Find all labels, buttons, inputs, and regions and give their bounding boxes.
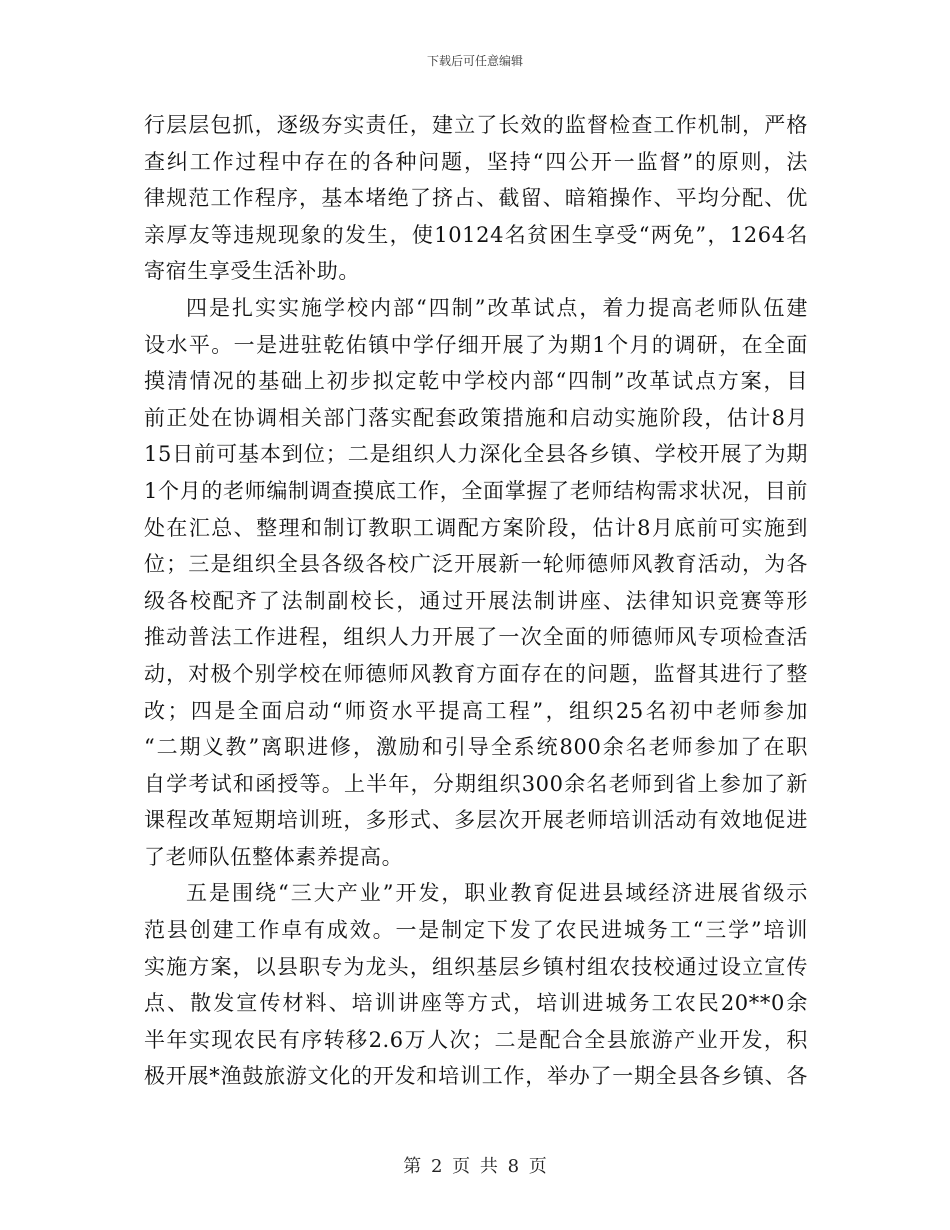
text-line: 前正处在协调相关部门落实配套政策措施和启动实施阶段，估计8月 [144, 405, 808, 430]
text-line: “二期义教”离职进修，激励和引导全系统800余名老师参加了在职 [144, 735, 808, 760]
text-line: 了老师队伍整体素养提高。 [144, 844, 404, 869]
page-header: 下载后可任意编辑 [426, 54, 523, 68]
text-line: 级各校配齐了法制副校长，通过开展法制讲座、法律知识竞赛等形 [144, 588, 808, 613]
text-line: 五是围绕“三大产业”开发，职业教育促进县域经济进展省级示 [186, 881, 808, 906]
text-line: 实施方案，以县职专为龙头，组织基层乡镇村组农技校通过设立宣传 [144, 954, 808, 979]
text-line: 极开展*渔鼓旅游文化的开发和培训工作，举办了一期全县各乡镇、各 [144, 1064, 808, 1089]
text-line: 处在汇总、整理和制订教职工调配方案阶段，估计8月底前可实施到 [144, 515, 808, 540]
text-line: 推动普法工作进程，组织人力开展了一次全面的师德师风专项检查活 [144, 625, 808, 650]
document-body [144, 107, 808, 1095]
text-line: 四是扎实实施学校内部“四制”改革试点，着力提高老师队伍建 [186, 295, 808, 320]
page-footer: 第 2 页 共 8 页 [403, 1156, 547, 1177]
text-line: 摸清情况的基础上初步拟定乾中学校内部“四制”改革试点方案，目 [144, 369, 808, 394]
text-line: 设水平。一是进驻乾佑镇中学仔细开展了为期1个月的调研，在全面 [144, 332, 808, 357]
text-line: 位；三是组织全县各级各校广泛开展新一轮师德师风教育活动，为各 [144, 552, 808, 577]
text-line: 寄宿生享受生活补助。 [144, 259, 360, 284]
text-line: 1个月的老师编制调查摸底工作，全面掌握了老师结构需求状况，目前 [144, 478, 808, 503]
text-line: 行层层包抓，逐级夯实责任，建立了长效的监督检查工作机制，严格 [144, 113, 808, 137]
text-line: 范县创建工作卓有成效。一是制定下发了农民进城务工“三学”培训 [144, 918, 808, 943]
text-line: 课程改革短期培训班，多形式、多层次开展老师培训活动有效地促进 [144, 808, 808, 833]
text-line: 改；四是全面启动“师资水平提高工程”，组织25名初中老师参加 [144, 698, 808, 723]
text-line: 自学考试和函授等。上半年，分期组织300余名老师到省上参加了新 [144, 771, 808, 796]
text-line: 点、散发宣传材料、培训讲座等方式，培训进城务工农民20**0余 [144, 991, 808, 1016]
text-line: 15日前可基本到位；二是组织人力深化全县各乡镇、学校开展了为期 [144, 442, 808, 467]
text-line: 律规范工作程序，基本堵绝了挤占、截留、暗箱操作、平均分配、优 [144, 186, 808, 211]
text-line: 查纠工作过程中存在的各种问题，坚持“四公开一监督”的原则，法 [144, 149, 808, 174]
text-line: 动，对极个别学校在师德师风教育方面存在的问题，监督其进行了整 [144, 661, 808, 686]
text-line: 亲厚友等违规现象的发生，使10124名贫困生享受“两免”，1264名 [144, 222, 808, 247]
text-line: 半年实现农民有序转移2.6万人次；二是配合全县旅游产业开发，积 [144, 1027, 808, 1052]
